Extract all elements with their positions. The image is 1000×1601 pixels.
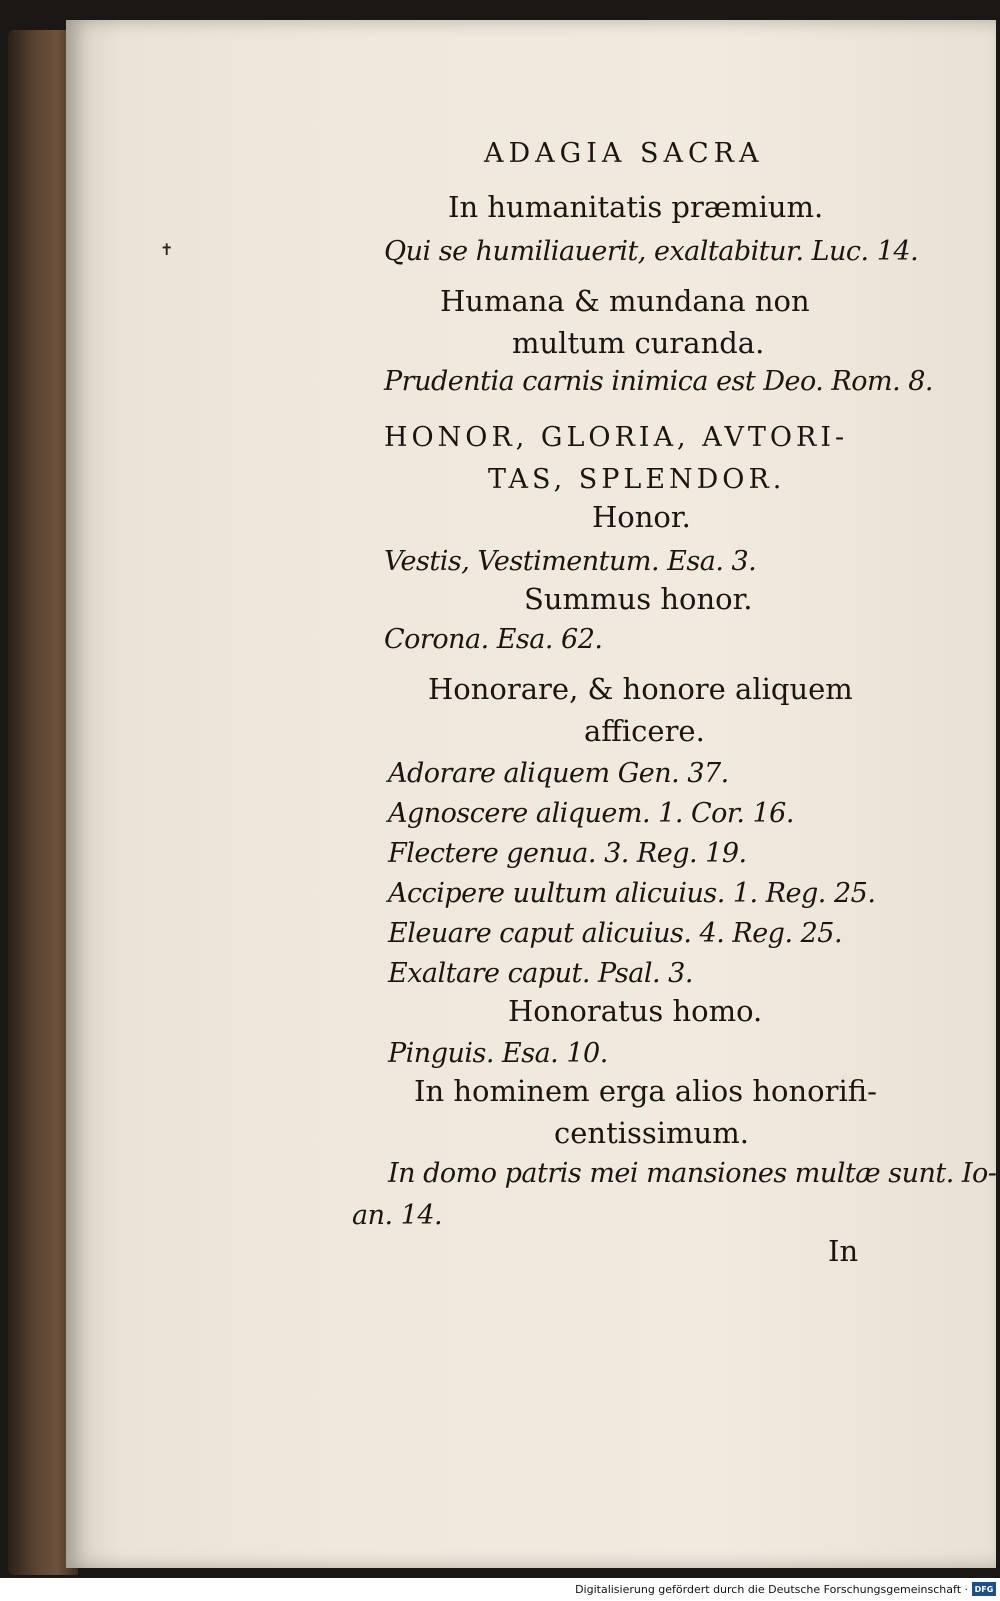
text-line: Pinguis. Esa. 10. <box>388 1038 608 1069</box>
text-line: TAS, SPLENDOR. <box>488 464 786 495</box>
text-line: an. 14. <box>352 1200 443 1231</box>
dfg-logo: DFG <box>972 1582 996 1596</box>
text-line: Eleuare caput alicuius. 4. Reg. 25. <box>388 918 843 949</box>
text-line: Agnoscere aliquem. 1. Cor. 16. <box>388 798 794 829</box>
text-line: Humana & mundana non <box>440 284 810 318</box>
text-line: Accipere uultum alicuius. 1. Reg. 25. <box>388 878 876 909</box>
text-line: multum curanda. <box>512 326 765 360</box>
digitization-footer <box>0 1578 1000 1601</box>
text-line: afficere. <box>584 714 705 748</box>
text-line: In domo patris mei mansiones multæ sunt. Io- <box>388 1158 997 1189</box>
text-line: In hominem erga alios honorifi- <box>414 1074 877 1108</box>
text-line: Flectere genua. 3. Reg. 19. <box>388 838 747 869</box>
text-line: Summus honor. <box>524 582 753 616</box>
text-line: Exaltare caput. Psal. 3. <box>388 958 693 989</box>
catchword: In <box>828 1234 859 1268</box>
text-line: centissimum. <box>554 1116 749 1150</box>
text-line: In humanitatis præmium. <box>448 190 824 224</box>
running-head: ADAGIA SACRA <box>484 138 764 169</box>
text-line: Prudentia carnis inimica est Deo. Rom. 8. <box>384 366 934 397</box>
text-line: Honorare, & honore aliquem <box>428 672 853 706</box>
footer-credit: Digitalisierung gefördert durch die Deutsche Forschungsgemeinschaft · <box>575 1583 968 1596</box>
text-line: Honoratus homo. <box>508 994 763 1028</box>
text-line: Corona. Esa. 62. <box>384 624 603 655</box>
marginal-mark: ✝ <box>160 240 174 259</box>
text-line: HONOR, GLORIA, AVTORI- <box>384 422 849 453</box>
text-line: Vestis, Vestimentum. Esa. 3. <box>384 546 757 577</box>
text-line: Qui se humiliauerit, exaltabitur. Luc. 14. <box>384 236 919 267</box>
text-line: Adorare aliquem Gen. 37. <box>388 758 729 789</box>
text-line: Honor. <box>592 500 691 534</box>
